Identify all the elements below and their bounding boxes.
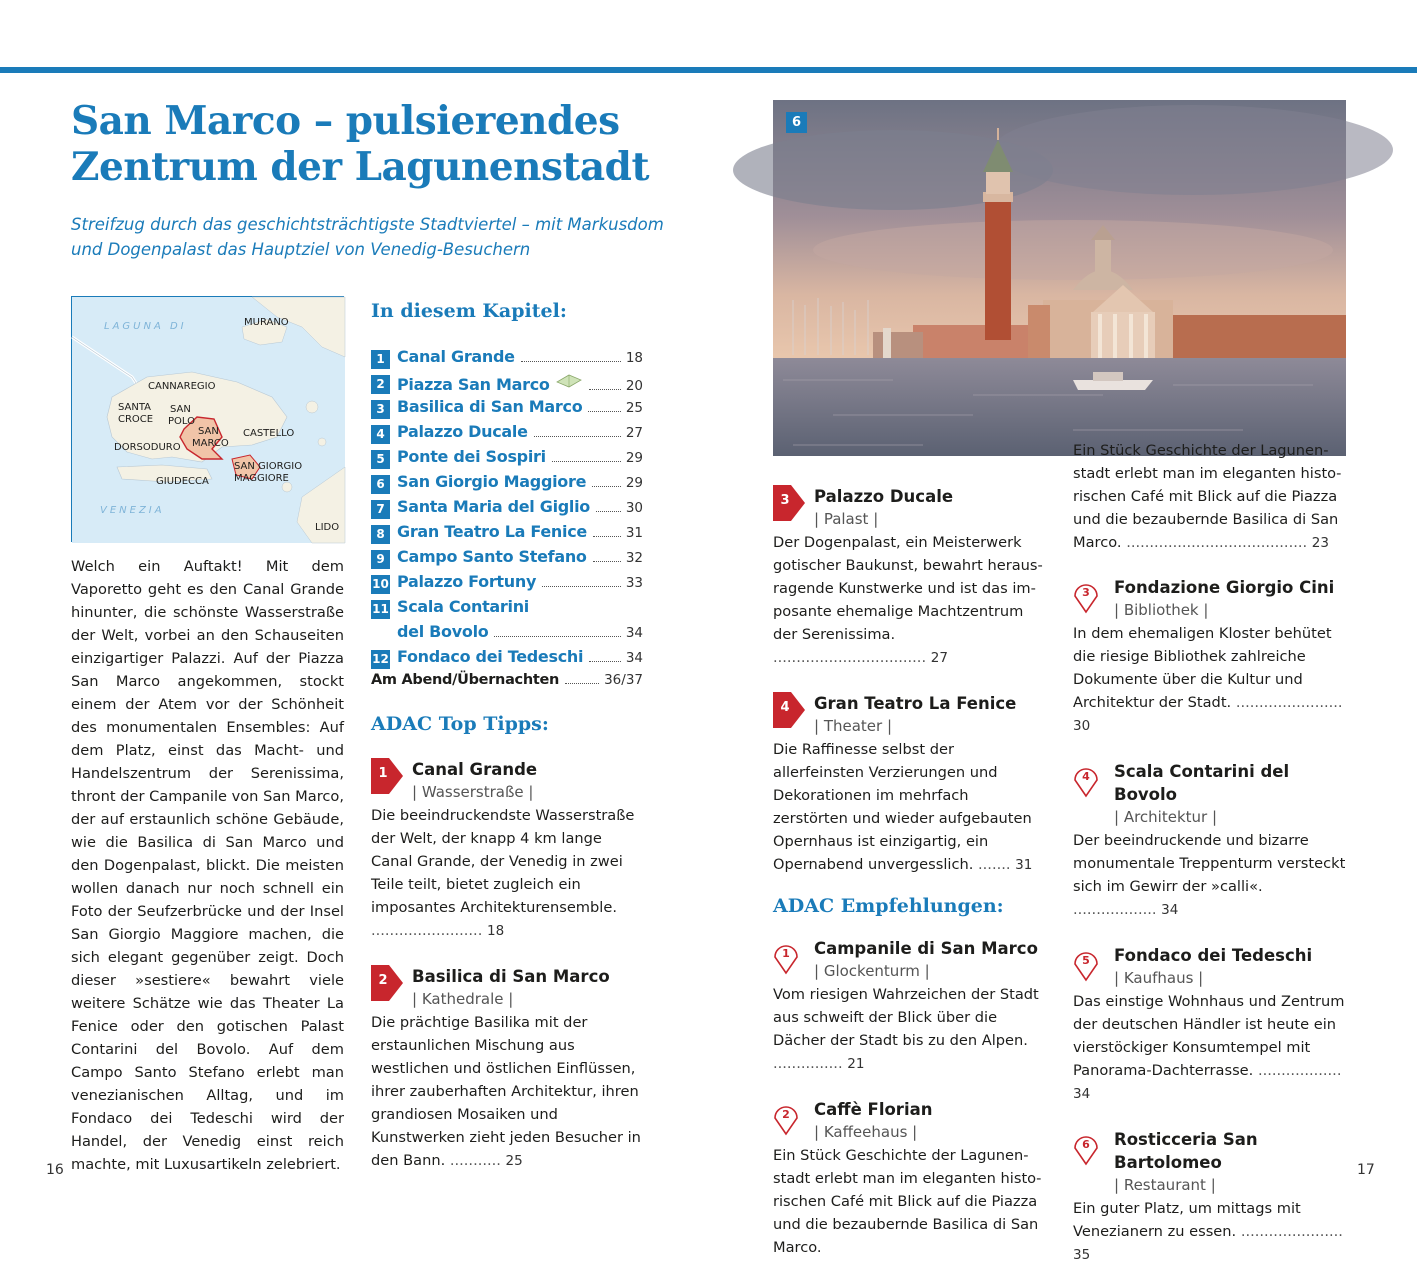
toc-page: 27 bbox=[625, 425, 643, 441]
entry-category: | Bibliothek | bbox=[1114, 601, 1209, 619]
page-number-left: 16 bbox=[46, 1162, 64, 1178]
entry-name: Fondazione Giorgio Cini bbox=[1114, 578, 1335, 597]
entry-name: Palazzo Ducale bbox=[814, 487, 954, 506]
toc-leader bbox=[521, 361, 621, 362]
toc-page: 30 bbox=[625, 500, 643, 516]
toc-item[interactable] bbox=[371, 497, 643, 522]
pin-number: 3 bbox=[1082, 586, 1090, 599]
toc-title: Canal Grande bbox=[397, 347, 515, 366]
toc-number: 4 bbox=[371, 425, 390, 444]
toc-page: 32 bbox=[625, 550, 643, 566]
toc-leader bbox=[589, 661, 621, 662]
entry-category: | Kaffeehaus | bbox=[814, 1123, 918, 1141]
pin-number: 6 bbox=[1082, 1138, 1090, 1151]
entry-name: Fondaco dei Tedeschi bbox=[1114, 946, 1313, 965]
page-number-right: 17 bbox=[1357, 1162, 1375, 1178]
toc-leader bbox=[494, 636, 620, 637]
toc-leader bbox=[588, 411, 620, 412]
toc-item-continued[interactable] bbox=[371, 622, 643, 647]
toc-leader bbox=[593, 561, 621, 562]
entry-category: | Glockenturm | bbox=[814, 962, 930, 980]
toc-page: 29 bbox=[625, 450, 643, 466]
entry-page: 31 bbox=[1015, 857, 1033, 873]
toc-leader bbox=[589, 389, 621, 390]
toc-title: Basilica di San Marco bbox=[397, 397, 583, 416]
map-label-san-marco-1: SAN bbox=[198, 426, 219, 437]
top-tip bbox=[371, 965, 643, 1173]
toc-number: 8 bbox=[371, 525, 390, 544]
entry-description: Die prächtige Basilika mit der erstaunlichen Mischung aus westlichen und östlichen Einflüssen, ihrer zauberhaften Architektur, ihren grandiosen Mosaiken und Kunstwerken zieht jeden Besucher in den Bann. ........... 25 bbox=[371, 1014, 641, 1169]
top-tip-number: 3 bbox=[780, 493, 790, 508]
toc-evening[interactable] bbox=[371, 672, 643, 697]
toc-leader bbox=[592, 486, 621, 487]
toc-page: 33 bbox=[625, 575, 643, 591]
entry-description-continued: Ein Stück Geschichte der Lagunenstadt erlebt man im eleganten historischen Café mit Blick auf die Piazza und die bezaubernde Basilica di San Marco. ....................................... 23 bbox=[1073, 442, 1342, 551]
entry-name: Caffè Florian bbox=[814, 1100, 933, 1119]
entry-description: Vom riesigen Wahrzeichen der Stadt aus schweift der Blick über die Dächer der Stadt bis zu den Alpen. ............... 21 bbox=[773, 986, 1039, 1072]
toc-page: 34 bbox=[625, 625, 643, 641]
top-tip-number: 2 bbox=[378, 973, 388, 988]
toc-title: Fondaco dei Tedeschi bbox=[397, 647, 584, 666]
pin-number: 5 bbox=[1082, 954, 1090, 967]
photo-graphic bbox=[773, 100, 1346, 456]
toc-leader bbox=[534, 436, 621, 437]
toc-title: Piazza San Marco bbox=[397, 375, 550, 394]
map-label-dorsoduro: DORSODURO bbox=[114, 442, 181, 453]
map-label-polo: POLO bbox=[168, 416, 195, 427]
entry-description: Die Raffinesse selbst der allerfeinsten Verzierungen und Dekorationen im mehrfach zerstörten und wieder aufgebauten Opernhaus ist einzigartig, ein Opernabend unvergesslich. ....... 31 bbox=[773, 741, 1033, 873]
toc-page: 25 bbox=[625, 400, 643, 416]
top-tips-heading: ADAC Top Tipps: bbox=[371, 713, 549, 735]
map-graphic bbox=[72, 297, 345, 543]
toc-title: Campo Santo Stefano bbox=[397, 547, 587, 566]
toc-title: del Bovolo bbox=[397, 622, 489, 641]
toc-page: 29 bbox=[625, 475, 643, 491]
entry-description: Das einstige Wohnhaus und Zentrum der deutschen Händler ist heute ein vierstöckiger Konsumtempel mit Panorama-Dachterrasse. .................. 34 bbox=[1073, 993, 1345, 1102]
toc-item[interactable] bbox=[371, 647, 643, 672]
toc-number: 1 bbox=[371, 350, 390, 369]
toc-leader bbox=[593, 536, 621, 537]
toc-number: 3 bbox=[371, 400, 390, 419]
toc-title: Gran Teatro La Fenice bbox=[397, 522, 587, 541]
toc-title: Am Abend/Übernachten bbox=[371, 672, 560, 688]
toc-title: Palazzo Fortuny bbox=[397, 572, 537, 591]
toc-title: San Giorgio Maggiore bbox=[397, 472, 587, 491]
photo-number-badge: 6 bbox=[786, 112, 807, 133]
san-giorgio-photo bbox=[773, 100, 1346, 456]
toc-number: 10 bbox=[371, 575, 390, 594]
recommendation bbox=[1073, 760, 1348, 922]
toc-number: 7 bbox=[371, 500, 390, 519]
map-label-santa: SANTA bbox=[118, 402, 152, 413]
toc-leader bbox=[552, 461, 621, 462]
map-label-laguna: LAGUNA DI bbox=[104, 321, 187, 332]
entry-page: 18 bbox=[486, 923, 505, 939]
entry-page: 25 bbox=[505, 1153, 523, 1169]
toc-title: Scala Contarini bbox=[397, 597, 529, 616]
recommendation bbox=[773, 937, 1048, 1076]
toc-item[interactable] bbox=[371, 397, 643, 422]
map-label-castello: CASTELLO bbox=[243, 428, 295, 439]
entry-page: 34 bbox=[1073, 1086, 1091, 1102]
recommendation bbox=[1073, 944, 1348, 1106]
toc-list bbox=[371, 347, 643, 697]
map-label-giudecca: GIUDECCA bbox=[156, 476, 209, 487]
entry-name: Basilica di San Marco bbox=[412, 967, 610, 986]
entry-page: 23 bbox=[1311, 535, 1329, 551]
map-label-venezia: VENEZIA bbox=[100, 505, 165, 516]
toc-number: 6 bbox=[371, 475, 390, 494]
toc-number: 9 bbox=[371, 550, 390, 569]
entry-page: 34 bbox=[1161, 902, 1179, 918]
entry-category: | Palast | bbox=[814, 510, 879, 528]
toc-item[interactable] bbox=[371, 522, 643, 547]
entry-name: Rosticceria San Bartolomeo bbox=[1114, 1130, 1258, 1172]
entry-category: | Wasserstraße | bbox=[412, 783, 534, 801]
entry-page: 30 bbox=[1073, 718, 1091, 734]
toc-page: 34 bbox=[625, 650, 643, 666]
entry-page: 27 bbox=[930, 650, 948, 666]
entry-description: In dem ehemaligen Kloster behütet die riesige Bibliothek zahlreiche Dokumente über die Kultur und Architektur der Stadt. ....................... 30 bbox=[1073, 625, 1343, 734]
toc-item[interactable] bbox=[371, 347, 643, 372]
toc-item[interactable] bbox=[371, 372, 643, 397]
toc-title: Ponte dei Sospiri bbox=[397, 447, 546, 466]
toc-item[interactable] bbox=[371, 472, 643, 497]
entry-description: Die beeindruckendste Wasserstraße der Welt, der knapp 4 km lange Canal Grande, der Venedig in zwei Teile teilt, bietet zugleich ein imposantes Architekturensemble. ........................ 18 bbox=[371, 807, 635, 939]
page-subtitle: Streifzug durch das geschichtsträchtigste Stadtviertel – mit Markusdom und Dogenpalast das Hauptziel von Venedig-Besuchern bbox=[71, 215, 664, 259]
top-tip-number: 4 bbox=[780, 700, 790, 715]
toc-page: 20 bbox=[625, 378, 643, 394]
map-label-cannaregio: CANNAREGIO bbox=[148, 381, 216, 392]
map-flag-icon bbox=[555, 372, 583, 390]
entry-category: | Architektur | bbox=[1114, 808, 1218, 826]
toc-page: 18 bbox=[625, 350, 643, 366]
page-title: San Marco – pulsierendes Zentrum der Lagunenstadt bbox=[71, 98, 649, 190]
entry-category: | Theater | bbox=[814, 717, 893, 735]
entry-description: Der beeindruckende und bizarre monumentale Treppenturm versteckt sich im Gewirr der »calli«. .................. 34 bbox=[1073, 832, 1346, 918]
map-label-san: SAN bbox=[170, 404, 191, 415]
toc-number: 11 bbox=[371, 600, 390, 619]
top-tip bbox=[773, 692, 1048, 877]
right-col-left bbox=[773, 485, 1048, 1256]
toc-leader bbox=[565, 683, 599, 684]
entry-category: | Kathedrale | bbox=[412, 990, 514, 1008]
map-label-san-marco-2: MARCO bbox=[192, 438, 229, 449]
entry-page: 35 bbox=[1073, 1247, 1091, 1263]
toc-number: 12 bbox=[371, 650, 390, 669]
map-label-san-giorgio: SAN GIORGIO bbox=[234, 461, 303, 472]
entry-name: Campanile di San Marco bbox=[814, 939, 1038, 958]
map-label-maggiore: MAGGIORE bbox=[234, 473, 289, 484]
intro-text: Welch ein Auftakt! Mit dem Vaporetto geht es den Canal Grande hinunter, die schönste Wasserstraße der Welt, vorbei an den Schauseiten einzigartiger Palazzi. Auf der Piazza San Marco angekommen, stockt einem der Atem vor der Schönheit des monumentalen Ensembles: Auf dem Platz, einst das Macht- und Handelszentrum der Serenissima, thront der Campanile von San Marco, der auf erstaunlich schöne Gebäude, wie die Basilica di San Marco und den Dogenpalast, blickt. Die meisten wollen danach nur noch schnell ein Foto der Seufzerbrücke und der Insel San Giorgio Maggiore machen, die sich elegant gegenüber zeigt. Doch dieser »sestiere« bewahrt viele weitere Schätze wie das Theater La Fenice oder den gotischen Palast Contarini del Bovolo. Auf dem Campo Santo Stefano erlebt man venezianischen Alltag, und im Fondaco dei Tedeschi wird der Handel, der Venedig einst reich machte, mit Luxusartikeln zelebriert. bbox=[71, 558, 344, 1173]
toc-leader bbox=[542, 586, 621, 587]
entry-category: | Restaurant | bbox=[1114, 1176, 1216, 1194]
toc-number: 5 bbox=[371, 450, 390, 469]
map-label-lido: LIDO bbox=[315, 522, 340, 533]
entry-name: Canal Grande bbox=[412, 760, 538, 779]
toc-item[interactable] bbox=[371, 572, 643, 597]
recommendations-heading: ADAC Empfehlungen: bbox=[773, 895, 1004, 917]
pin-number: 1 bbox=[782, 947, 790, 960]
toc-leader bbox=[596, 511, 621, 512]
right-col-right bbox=[1073, 442, 1348, 1267]
recommendation bbox=[773, 1098, 1048, 1256]
entry-name: Gran Teatro La Fenice bbox=[814, 694, 1017, 713]
entry-page: 21 bbox=[847, 1056, 865, 1072]
entry-description: Der Dogenpalast, ein Meisterwerk gotischer Baukunst, bewahrt herausragende Kunstwerke und ist das imposante ehemalige Machtzentrum der Serenissima. ................................. 27 bbox=[773, 534, 1043, 666]
toc-page: 36/37 bbox=[604, 672, 643, 688]
toc-title: Santa Maria del Giglio bbox=[397, 497, 590, 516]
recommendation bbox=[1073, 576, 1348, 738]
top-tip bbox=[371, 758, 643, 943]
entry-category: | Kaufhaus | bbox=[1114, 969, 1204, 987]
top-tip bbox=[773, 485, 1048, 670]
toc-number: 2 bbox=[371, 375, 390, 394]
map-label-murano: MURANO bbox=[244, 317, 289, 328]
toc-page: 31 bbox=[625, 525, 643, 541]
entry-description: Ein guter Platz, um mittags mit Venezianern zu essen. ...................... 35 bbox=[1073, 1200, 1343, 1263]
toc-title: Palazzo Ducale bbox=[397, 422, 528, 441]
toc-item[interactable] bbox=[371, 547, 643, 572]
district-map bbox=[71, 296, 344, 542]
entry-description: Ein Stück Geschichte der Lagunenstadt erlebt man im eleganten historischen Café mit Blick auf die Piazza und die bezaubernde Basilica di San Marco. bbox=[773, 1147, 1042, 1256]
toc-item[interactable] bbox=[371, 597, 643, 622]
top-rule bbox=[0, 67, 1417, 73]
pin-number: 2 bbox=[782, 1108, 790, 1121]
toc-item[interactable] bbox=[371, 422, 643, 447]
entry-name: Scala Contarini del Bovolo bbox=[1114, 762, 1290, 804]
chapter-contents bbox=[371, 296, 643, 1173]
top-tip-number: 1 bbox=[378, 766, 388, 781]
pin-number: 4 bbox=[1082, 770, 1090, 783]
toc-heading: In diesem Kapitel: bbox=[371, 300, 567, 322]
toc-item[interactable] bbox=[371, 447, 643, 472]
map-label-croce: CROCE bbox=[118, 414, 154, 425]
recommendation bbox=[1073, 1128, 1348, 1267]
